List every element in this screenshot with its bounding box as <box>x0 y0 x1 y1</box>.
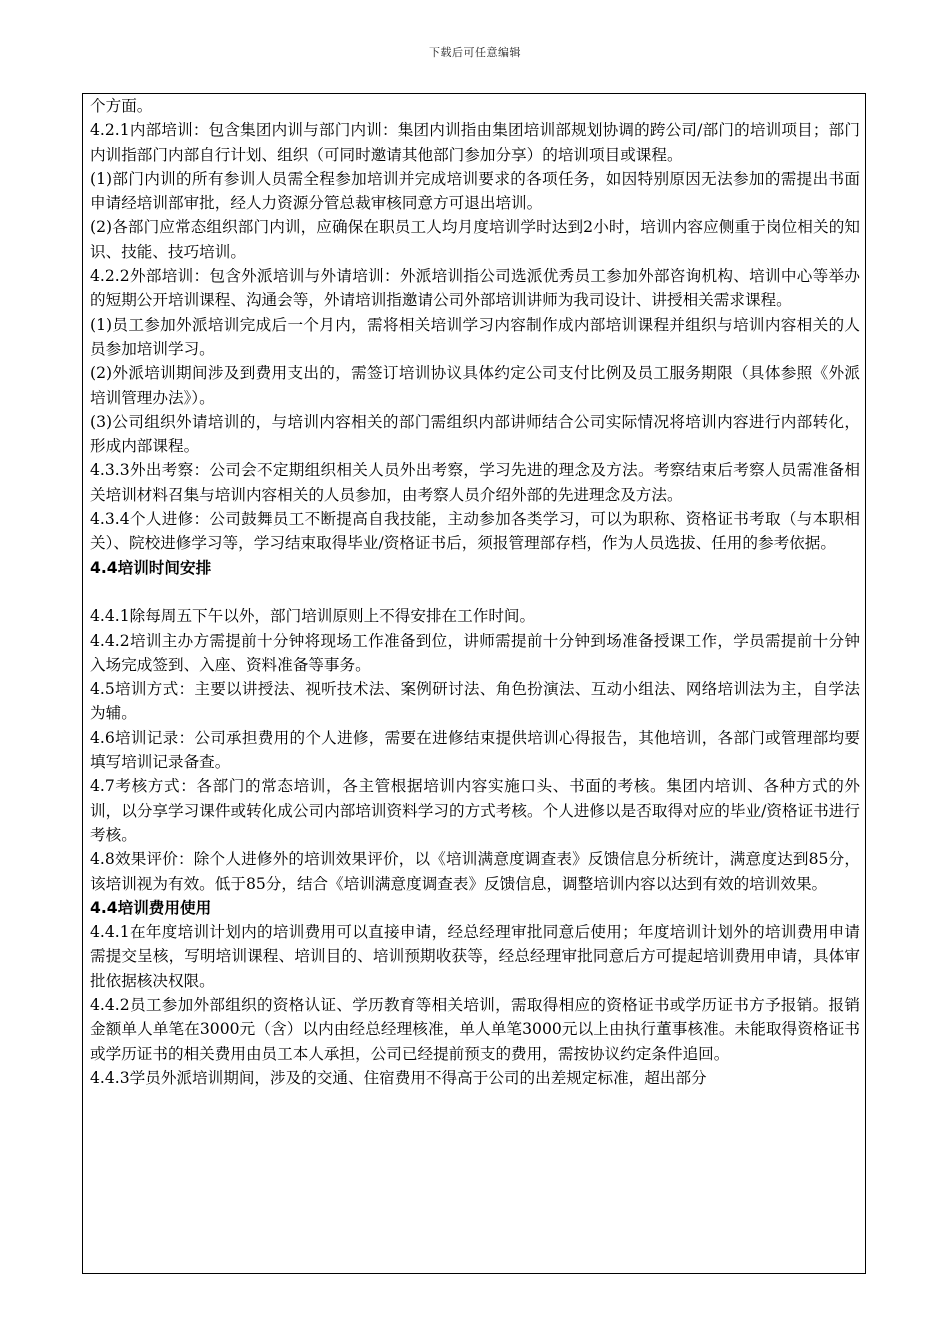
paragraph: 4.4.1在年度培训计划内的培训费用可以直接申请，经总经理审批同意后使用；年度培训计划外的培训费用申请需提交呈核，写明培训课程、培训目的、培训预期收获等，经总经理审批同意后方可提起培训费用申请，具体审批依据核决权限。 <box>90 923 860 990</box>
paragraph: 4.4.2培训主办方需提前十分钟将现场工作准备到位，讲师需提前十分钟到场准备授课工作，学员需提前十分钟入场完成签到、入座、资料准备等事务。 <box>90 631 860 674</box>
page-header: 下载后可任意编辑 <box>429 46 521 59</box>
paragraph: 4.2.1内部培训：包含集团内训与部门内训：集团内训指由集团培训部规划协调的跨公司/部门的培训项目；部门内训指部门内部自行计划、组织（可同时邀请其他部门参加分享）的培训项目或课程。 <box>90 121 860 164</box>
paragraph: 4.7考核方式：各部门的常态培训，各主管根据培训内容实施口头、书面的考核。集团内培训、各种方式的外训，以分享学习课件或转化成公司内部培训资料学习的方式考核。个人进修以是否取得对应的毕业/资格证书进行考核。 <box>90 777 860 844</box>
paragraph: (2)各部门应常态组织部门内训，应确保在职员工人均月度培训学时达到2小时，培训内容应侧重于岗位相关的知识、技能、技巧培训。 <box>90 218 860 261</box>
paragraph: 4.8效果评价：除个人进修外的培训效果评价，以《培训满意度调查表》反馈信息分析统计，满意度达到85分，该培训视为有效。低于85分，结合《培训满意度调查表》反馈信息，调整培训内容以达到有效的培训效果。 <box>90 850 860 893</box>
paragraph: 4.3.4个人进修：公司鼓舞员工不断提高自我技能，主动参加各类学习，可以为职称、资格证书考取（与本职相关）、院校进修学习等，学习结束取得毕业/资格证书后，须报管理部存档，作为人员选拔、任用的参考依据。 <box>90 510 860 553</box>
section-heading: 4.4培训费用使用 <box>90 898 212 917</box>
paragraph: 4.4.1除每周五下午以外，部门培训原则上不得安排在工作时间。 <box>90 607 536 626</box>
section-heading: 4.4培训时间安排 <box>90 558 212 577</box>
paragraph: 4.4.3学员外派培训期间，涉及的交通、住宿费用不得高于公司的出差规定标准，超出部分 <box>90 1068 707 1087</box>
paragraph: (3)公司组织外请培训的，与培训内容相关的部门需组织内部讲师结合公司实际情况将培训内容进行内部转化，形成内部课程。 <box>90 412 860 456</box>
paragraph: 4.5培训方式：主要以讲授法、视听技术法、案例研讨法、角色扮演法、互动小组法、网络培训法为主，自学法为辅。 <box>90 680 860 723</box>
paragraph: (1)员工参加外派培训完成后一个月内，需将相关培训学习内容制作成内部培训课程并组织与培训内容相关的人员参加培训学习。 <box>90 315 860 358</box>
paragraph: 4.6培训记录：公司承担费用的个人进修，需要在进修结束提供培训心得报告，其他培训，各部门或管理部均要填写培训记录备查。 <box>90 728 860 772</box>
paragraph: (2)外派培训期间涉及到费用支出的，需签订培训协议具体约定公司支付比例及员工服务期限（具体参照《外派培训管理办法》）。 <box>90 364 860 407</box>
document-body <box>83 94 865 1090</box>
paragraph: 个方面。 <box>90 97 153 115</box>
paragraph: 4.4.2员工参加外部组织的资格认证、学历教育等相关培训，需取得相应的资格证书或学历证书方予报销。报销金额单人单笔在3000元（含）以内由经总经理核准，单人单笔3000元以上由执行董事核准。未能取得资格证书或学历证书的相关费用由员工本人承担，公司已经提前预支的费用，需按协议约定条件追回。 <box>90 995 860 1063</box>
paragraph: 4.3.3外出考察：公司会不定期组织相关人员外出考察，学习先进的理念及方法。考察结束后考察人员需准备相关培训材料召集与培训内容相关的人员参加，由考察人员介绍外部的先进理念及方法。 <box>90 461 860 504</box>
paragraph: 4.2.2外部培训：包含外派培训与外请培训：外派培训指公司选派优秀员工参加外部咨询机构、培训中心等举办的短期公开培训课程、沟通会等，外请培训指邀请公司外部培训讲师为我司设计、讲授相关需求课程。 <box>90 267 860 310</box>
document-frame <box>82 93 866 1274</box>
blank-line <box>90 580 860 604</box>
paragraph: (1)部门内训的所有参训人员需全程参加培训并完成培训要求的各项任务，如因特别原因无法参加的需提出书面申请经培训部审批，经人力资源分管总裁审核同意方可退出培训。 <box>90 169 860 213</box>
